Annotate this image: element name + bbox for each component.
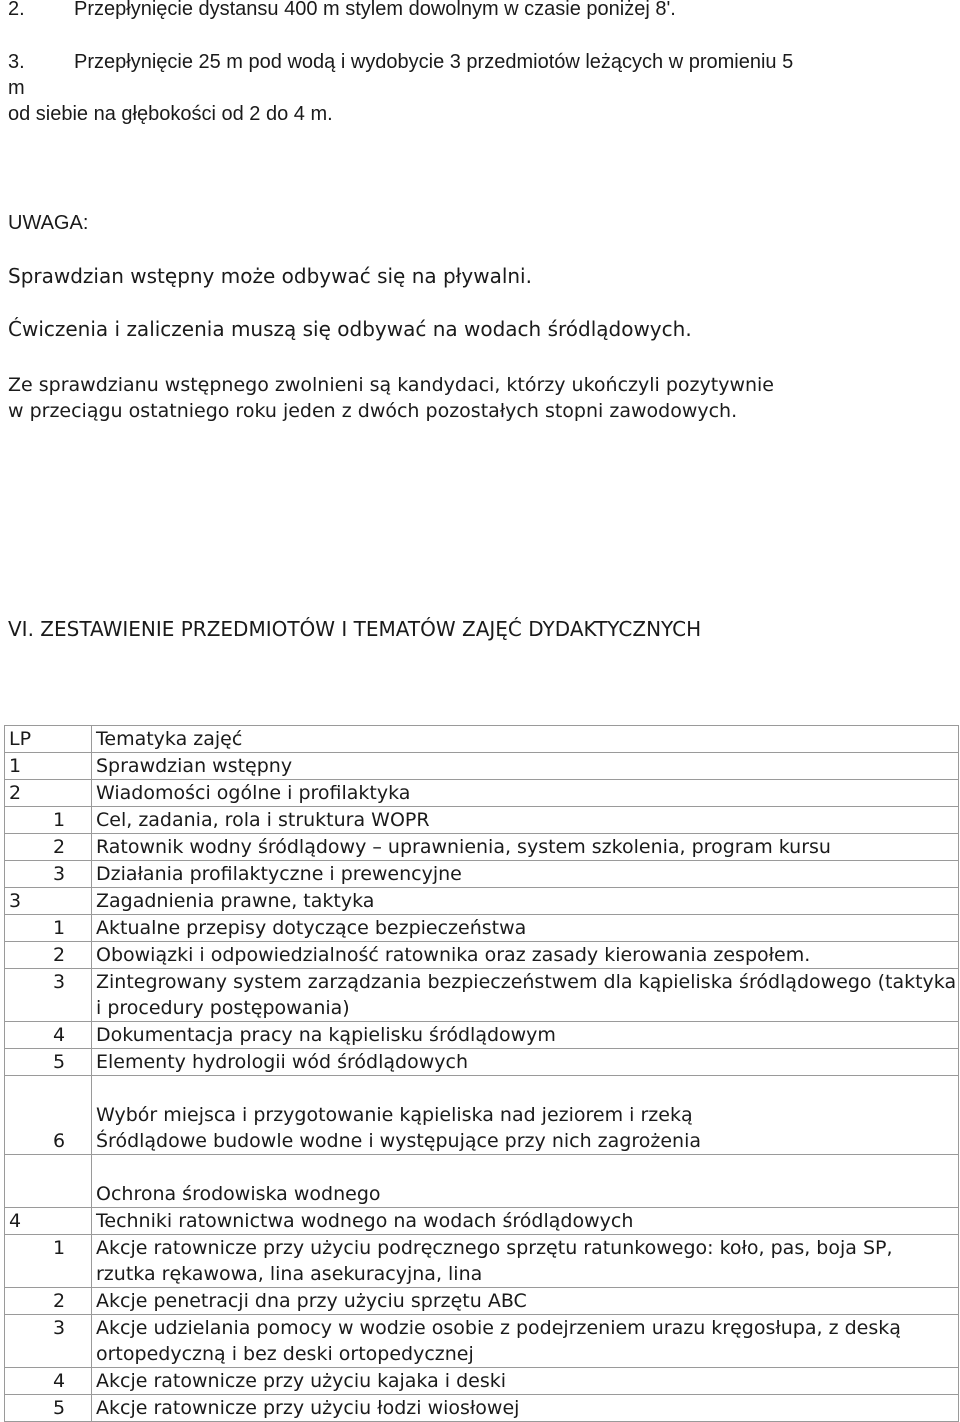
table-row	[5, 753, 959, 780]
table-subrow	[5, 1049, 959, 1076]
table-row	[5, 888, 959, 915]
table-row	[5, 780, 959, 807]
row-lp: 2	[5, 780, 92, 807]
header-lp: LP	[5, 726, 92, 753]
row-topic: Zagadnienia prawne, taktyka	[92, 888, 959, 915]
row-topic-group	[92, 1076, 959, 1155]
list-number: 3.	[8, 51, 25, 73]
row-lp: 3	[5, 888, 92, 915]
row-lp: 1	[5, 915, 92, 942]
table-subrow	[5, 807, 959, 834]
table-subrow	[5, 1288, 959, 1315]
row-topic: Akcje ratownicze przy użyciu podręcznego sprzętu ratunkowego: koło, pas, boja SP, rzutka rękawowa, lina asekuracyjna, lina	[92, 1235, 959, 1288]
row-lp: 3	[5, 861, 92, 888]
list-item-2	[8, 0, 676, 21]
row-topic: Zintegrowany system zarządzania bezpieczeństwem dla kąpieliska śródlądowego (taktyka i procedury postępowania)	[92, 969, 959, 1022]
table-subrow	[5, 1076, 959, 1155]
row-lp: 5	[5, 1395, 92, 1422]
table-subrow	[5, 915, 959, 942]
table-subrow	[5, 1395, 959, 1422]
list-text: Przepłynięcie 25 m pod wodą i wydobycie 3 przedmiotów leżących w promieniu 5	[74, 51, 794, 73]
row-lp: 3	[5, 1315, 92, 1368]
row-lp: 2	[5, 942, 92, 969]
row-lp: 4	[5, 1368, 92, 1395]
row-lp	[5, 1155, 92, 1208]
header-topic: Tematyka zajęć	[92, 726, 959, 753]
row-topic: Sprawdzian wstępny	[92, 753, 959, 780]
note-line: Sprawdzian wstępny może odbywać się na pływalni.	[8, 264, 532, 288]
row-lp: 4	[5, 1022, 92, 1049]
row-topic: Ratownik wodny śródlądowy – uprawnienia, system szkolenia, program kursu	[92, 834, 959, 861]
list-text: Przepłynięcie dystansu 400 m stylem dowolnym w czasie poniżej 8'.	[74, 0, 676, 20]
row-topic: Akcje ratownicze przy użyciu kajaka i deski	[92, 1368, 959, 1395]
row-topic: Akcje ratownicze przy użyciu łodzi wiosłowej	[92, 1395, 959, 1422]
table-subrow	[5, 1315, 959, 1368]
table-subrow	[5, 861, 959, 888]
list-item-3-continuation: m	[8, 77, 25, 99]
row-lp: 1	[5, 1235, 92, 1288]
row-topic: Akcje udzielania pomocy w wodzie osobie z podejrzeniem urazu kręgosłupa, z deską ortopedyczną i bez deski ortopedycznej	[92, 1315, 959, 1368]
row-lp-blank	[53, 1102, 91, 1128]
row-topic: Dokumentacja pracy na kąpielisku śródlądowym	[92, 1022, 959, 1049]
table-subrow	[5, 1235, 959, 1288]
table-subrow	[5, 1022, 959, 1049]
row-topic: Cel, zadania, rola i struktura WOPR	[92, 807, 959, 834]
list-item-3	[8, 50, 793, 74]
note-line: w przeciągu ostatniego roku jeden z dwóch pozostałych stopni zawodowych.	[8, 400, 738, 422]
row-topic: Techniki ratownictwa wodnego na wodach śródlądowych	[92, 1208, 959, 1235]
table-subrow	[5, 1368, 959, 1395]
row-topic: Wiadomości ogólne i profilaktyka	[92, 780, 959, 807]
note-label: UWAGA:	[8, 212, 89, 234]
row-lp: 2	[5, 1288, 92, 1315]
row-topic: Elementy hydrologii wód śródlądowych	[92, 1049, 959, 1076]
row-topic: Śródlądowe budowle wodne i występujące przy nich zagrożenia	[96, 1130, 701, 1152]
table-header-row	[5, 726, 959, 753]
row-lp: 3	[5, 969, 92, 1022]
row-lp: 4	[5, 1208, 92, 1235]
table-subrow	[5, 834, 959, 861]
row-lp: 1	[5, 807, 92, 834]
row-lp: 1	[5, 753, 92, 780]
row-topic: Wybór miejsca i przygotowanie kąpieliska nad jeziorem i rzeką	[96, 1104, 693, 1126]
note-line: Ze sprawdzianu wstępnego zwolnieni są kandydaci, którzy ukończyli pozytywnie	[8, 374, 774, 396]
row-topic: Działania profilaktyczne i prewencyjne	[92, 861, 959, 888]
section-title: VI. ZESTAWIENIE PRZEDMIOTÓW I TEMATÓW ZAJĘĆ DYDAKTYCZNYCH	[8, 617, 702, 641]
list-item-3-continuation: od siebie na głębokości od 2 do 4 m.	[8, 103, 333, 125]
row-topic: Akcje penetracji dna przy użyciu sprzętu ABC	[92, 1288, 959, 1315]
row-topic: Ochrona środowiska wodnego	[92, 1155, 959, 1208]
row-lp: 5	[5, 1049, 92, 1076]
row-lp	[5, 1076, 92, 1155]
list-number: 2.	[8, 0, 25, 20]
table-subrow	[5, 942, 959, 969]
row-topic: Aktualne przepisy dotyczące bezpieczeństwa	[92, 915, 959, 942]
row-lp: 2	[5, 834, 92, 861]
table-subrow	[5, 969, 959, 1022]
topics-table	[4, 725, 959, 1422]
table-subrow	[5, 1155, 959, 1208]
note-line: Ćwiczenia i zaliczenia muszą się odbywać na wodach śródlądowych.	[8, 317, 692, 341]
row-topic: Obowiązki i odpowiedzialność ratownika oraz zasady kierowania zespołem.	[92, 942, 959, 969]
row-lp: 6	[53, 1130, 66, 1152]
table-row	[5, 1208, 959, 1235]
